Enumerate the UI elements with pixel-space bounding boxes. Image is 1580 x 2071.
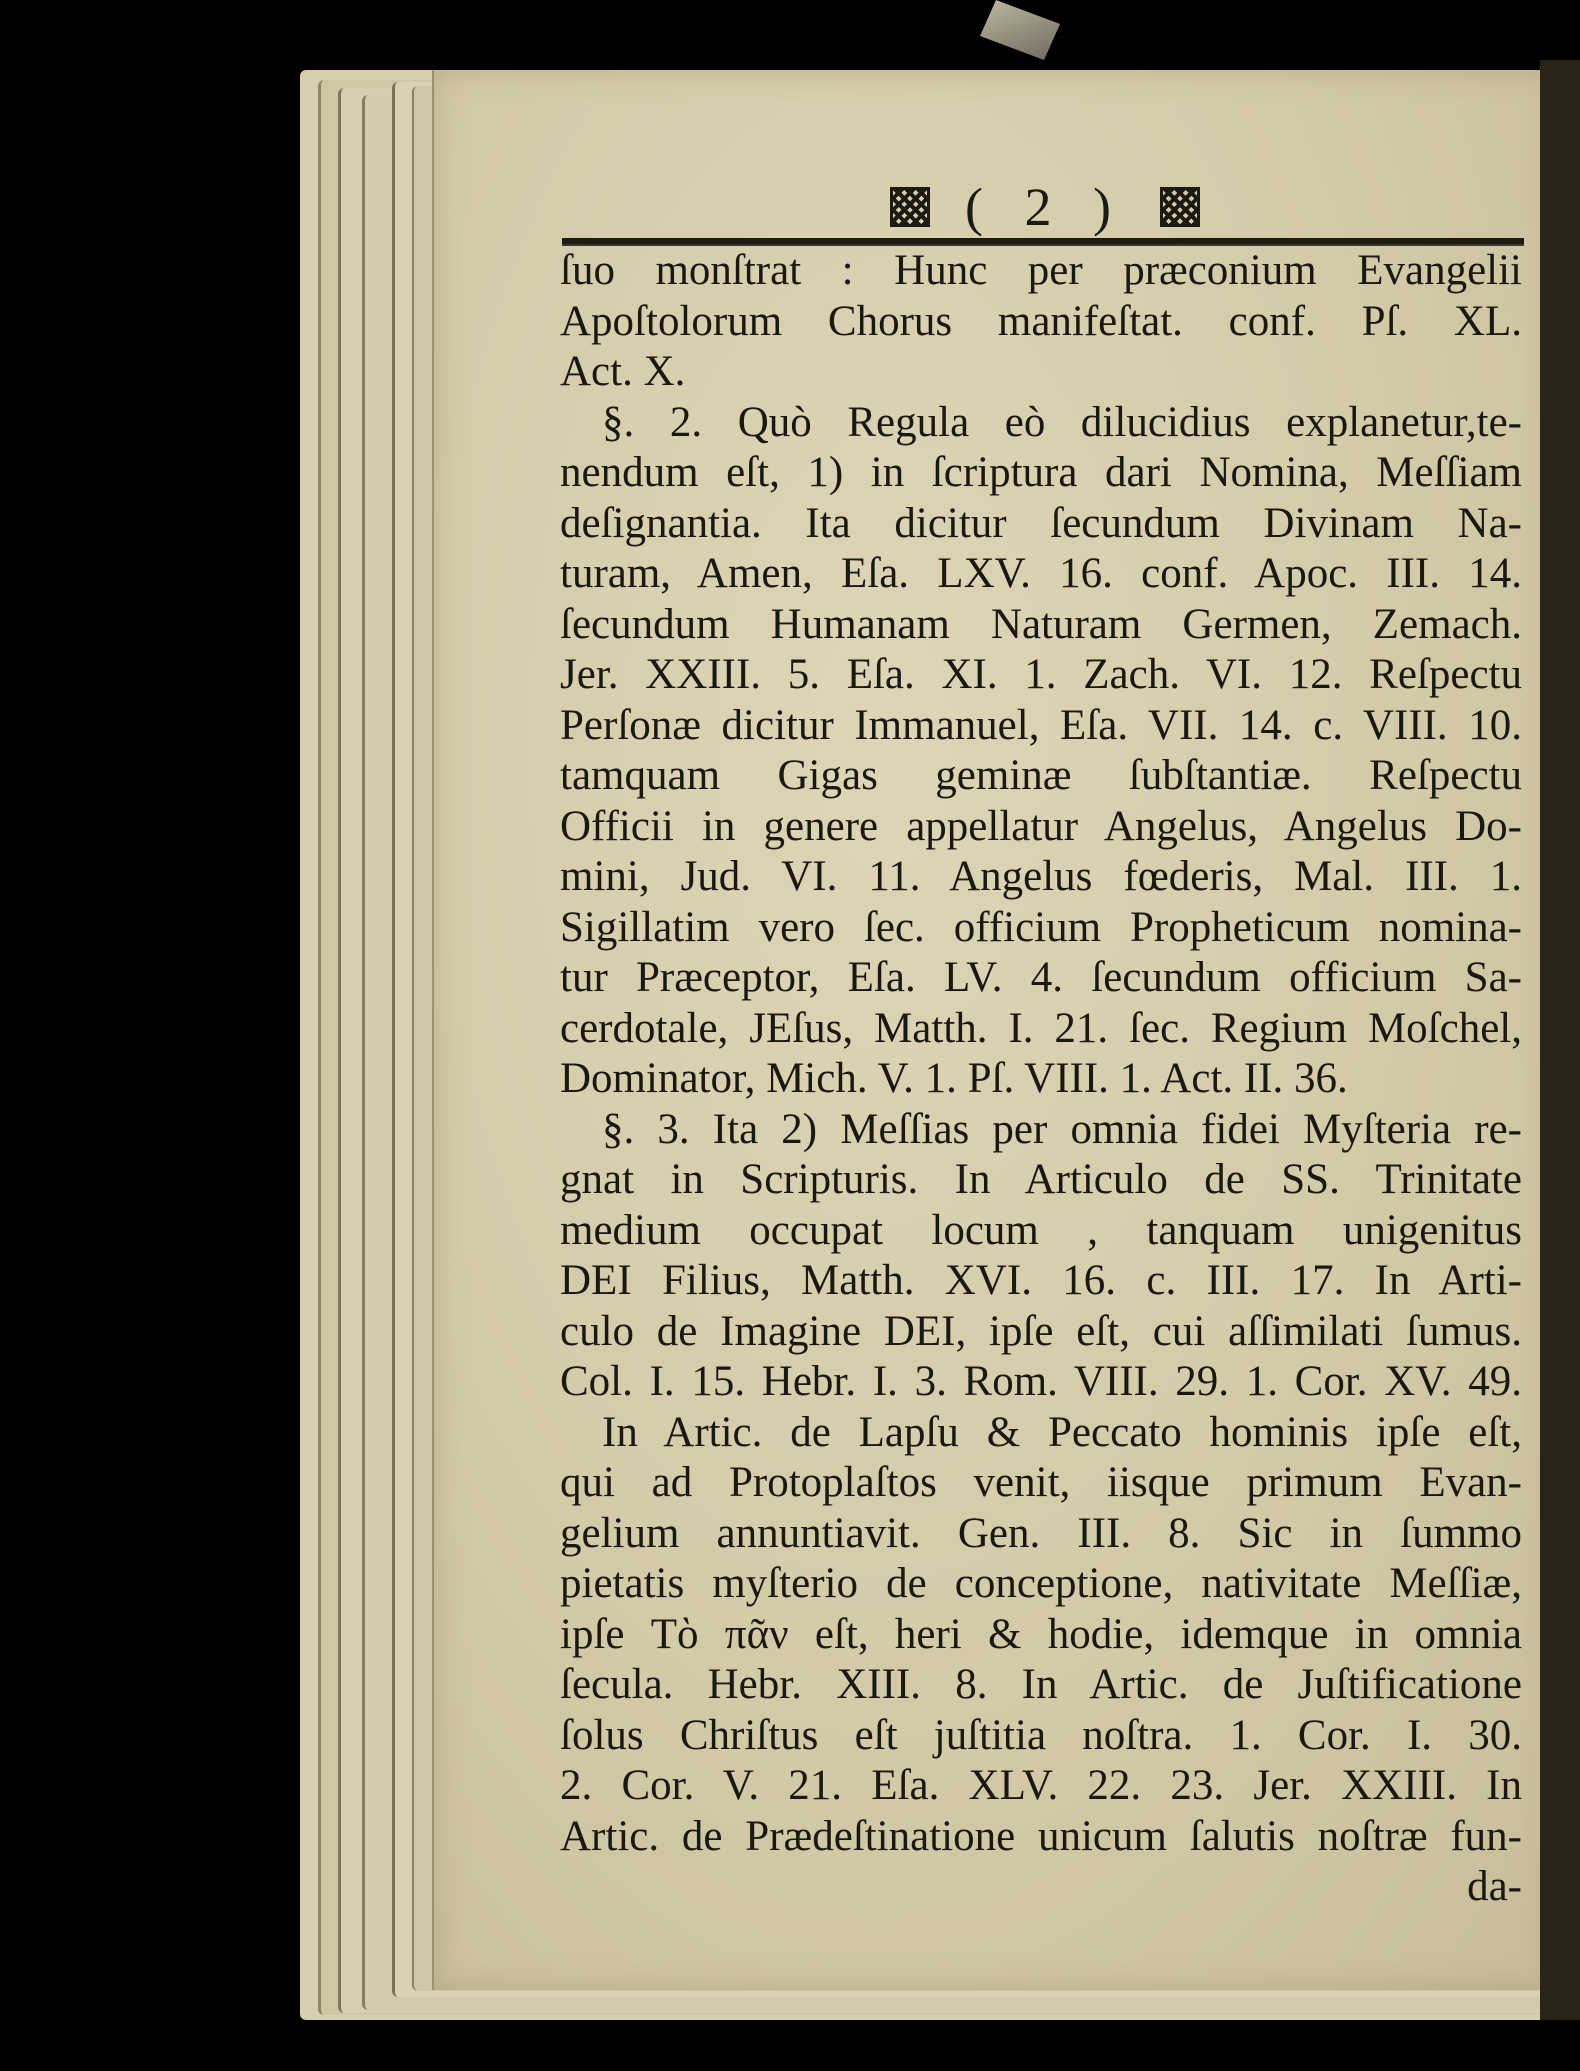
running-header: [565, 170, 1525, 237]
text-line: ipſe Τὸ πᾶν eſt, heri & hodie, idemque in omnia: [560, 1610, 1522, 1658]
text-line: medium occupat locum , tanquam unigenitus: [560, 1206, 1522, 1254]
text-line: mini, Jud. VI. 11. Angelus fœderis, Mal. III. 1.: [560, 853, 1522, 900]
ornament-icon: [1160, 187, 1200, 227]
text-line: cerdotale, JEſus, Matth. I. 21. ſec. Regium Moſchel,: [560, 1004, 1522, 1052]
gutter-shadow: [1540, 60, 1580, 2020]
header-rule: [562, 238, 1524, 246]
text-line: DEI Filius, Matth. XVI. 16. c. III. 17. In Arti-: [560, 1257, 1522, 1304]
text-line: ſolus Chriſtus eſt juſtitia noſtra. 1. Cor. I. 30.: [560, 1711, 1522, 1759]
text-line: Jer. XXIII. 5. Eſa. XI. 1. Zach. VI. 12. Reſpectu: [560, 651, 1522, 698]
text-line: Col. I. 15. Hebr. I. 3. Rom. VIII. 29. 1. Cor. XV. 49.: [560, 1358, 1522, 1405]
text-line: tur Præceptor, Eſa. LV. 4. ſecundum officium Sa-: [560, 954, 1522, 1001]
text-line: ſecundum Humanam Naturam Germen, Zemach.: [560, 600, 1522, 648]
text-line: culo de Imagine DEI, ipſe eſt, cui aſſimilati ſumus.: [560, 1307, 1522, 1355]
ornament-icon: [890, 187, 930, 227]
text-line: turam, Amen, Eſa. LXV. 16. conf. Apoc. III. 14.: [560, 550, 1522, 597]
text-line: 2. Cor. V. 21. Eſa. XLV. 22. 23. Jer. XXIII. In: [560, 1762, 1522, 1809]
text-line: ſecula. Hebr. XIII. 8. In Artic. de Juſtificatione: [560, 1661, 1522, 1708]
text-line: nendum eſt, 1) in ſcriptura dari Nomina, Meſſiam: [560, 449, 1522, 496]
text-line: deſignantia. Ita dicitur ſecundum Divinam Na-: [560, 499, 1522, 547]
text-line: Sigillatim vero ſec. officium Propheticum nomina-: [560, 903, 1522, 951]
text-line: Artic. de Prædeſtinatione unicum ſalutis noſtræ fun-: [560, 1812, 1522, 1860]
body-text: [560, 246, 1522, 1913]
text-line: gelium annuntiavit. Gen. III. 8. Sic in ſummo: [560, 1509, 1522, 1557]
catchword: da-: [1467, 1863, 1522, 1910]
page-number: ( 2 ): [965, 176, 1125, 237]
text-line: §. 3. Ita 2) Meſſias per omnia fidei Myſteria re-: [602, 1105, 1522, 1153]
paper-scrap: [980, 0, 1060, 60]
text-line: Officii in genere appellatur Angelus, Angelus Do-: [560, 802, 1522, 850]
text-line: Act. X.: [560, 348, 686, 395]
text-line: In Artic. de Lapſu & Peccato hominis ipſe eſt,: [602, 1408, 1522, 1456]
text-line: §. 2. Quò Regula eò dilucidius explanetur,te-: [602, 398, 1522, 446]
text-line: pietatis myſterio de conceptione, nativitate Meſſiæ,: [560, 1560, 1522, 1607]
text-line: qui ad Protoplaſtos venit, iisque primum Evan-: [560, 1459, 1522, 1506]
text-line: Dominator, Mich. V. 1. Pſ. VIII. 1. Act. II. 36.: [560, 1055, 1348, 1102]
text-line: ſuo monſtrat : Hunc per præconium Evangelii: [560, 247, 1522, 294]
text-line: gnat in Scripturis. In Articulo de SS. Trinitate: [560, 1156, 1522, 1203]
text-line: Apoſtolorum Chorus manifeſtat. conf. Pſ. XL.: [560, 297, 1522, 345]
text-line: Perſonæ dicitur Immanuel, Eſa. VII. 14. c. VIII. 10.: [560, 701, 1522, 749]
text-line: tamquam Gigas geminæ ſubſtantiæ. Reſpectu: [560, 752, 1522, 799]
